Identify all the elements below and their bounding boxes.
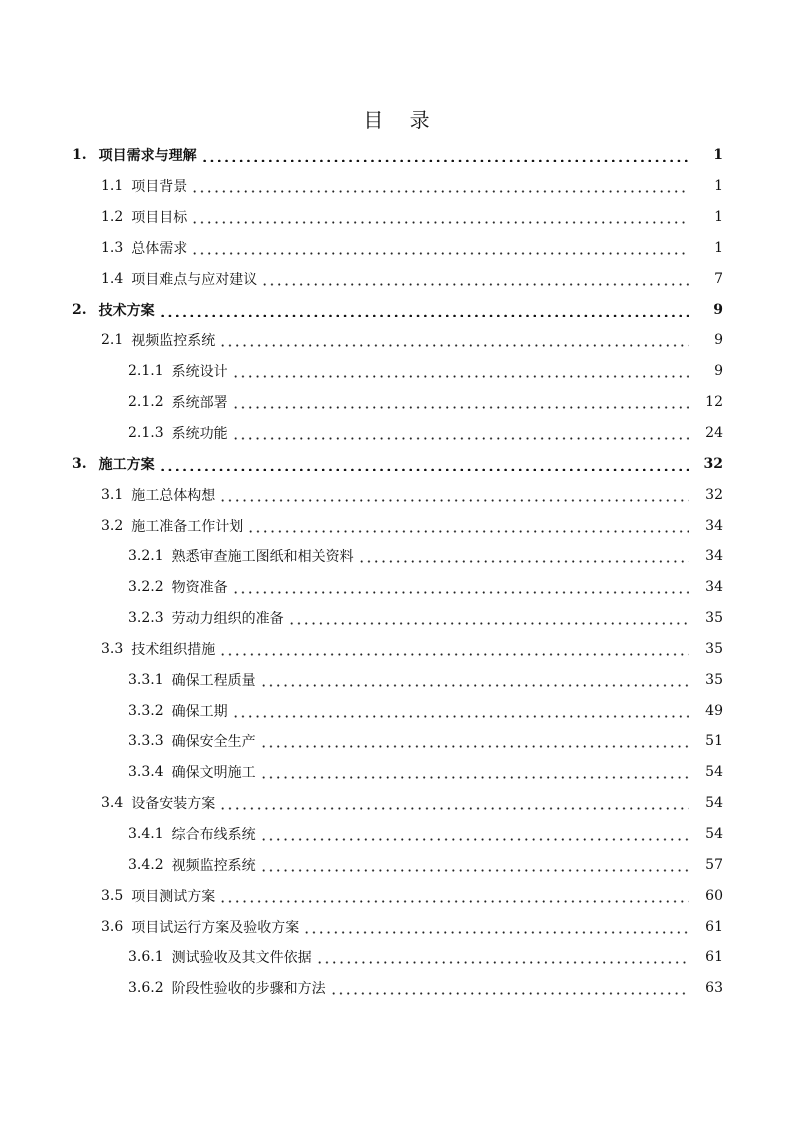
toc-entry[interactable] xyxy=(0,973,793,1004)
toc-dot-leader xyxy=(232,426,689,440)
toc-entry-page-number: 24 xyxy=(705,425,723,442)
toc-entry-number: 2.1 xyxy=(101,332,124,349)
toc-entry-page-number: 49 xyxy=(705,702,723,719)
toc-entry[interactable] xyxy=(0,572,793,603)
toc-dot-leader xyxy=(247,519,689,533)
toc-entry-number: 3.3.1 xyxy=(128,671,164,688)
toc-entry-page-number: 60 xyxy=(705,887,723,904)
toc-dot-leader xyxy=(219,333,689,347)
toc-entry[interactable] xyxy=(0,140,793,171)
toc-entry-label: 总体需求 xyxy=(131,240,188,257)
toc-entry-page-number: 32 xyxy=(705,486,723,503)
toc-entry-number: 3.3 xyxy=(101,640,124,657)
toc-entry-label: 技术方案 xyxy=(98,302,155,319)
toc-dot-leader xyxy=(260,673,689,687)
toc-entry[interactable] xyxy=(0,233,793,264)
toc-dot-leader xyxy=(232,364,689,378)
toc-dot-leader xyxy=(191,210,689,224)
toc-entry[interactable] xyxy=(0,849,793,880)
toc-entry-page-number: 51 xyxy=(705,733,723,750)
toc-entry[interactable] xyxy=(0,263,793,294)
toc-entry-number: 3.6.1 xyxy=(128,949,164,966)
toc-entry-number: 2.1.1 xyxy=(128,363,164,380)
toc-entry-page-number: 35 xyxy=(705,671,723,688)
toc-dot-leader xyxy=(260,734,689,748)
toc-entry-number: 1.4 xyxy=(101,270,124,287)
toc-entry-page-number: 57 xyxy=(705,856,723,873)
toc-entry[interactable] xyxy=(0,418,793,449)
toc-dot-leader xyxy=(201,148,689,162)
toc-entry-label: 项目测试方案 xyxy=(131,888,216,905)
toc-entry-page-number: 61 xyxy=(705,918,723,935)
toc-entry-label: 确保安全生产 xyxy=(171,734,256,751)
toc-entry-label: 视频监控系统 xyxy=(171,857,256,874)
toc-entry-page-number: 1 xyxy=(714,209,723,226)
toc-entry-page-number: 9 xyxy=(713,301,723,318)
toc-dot-leader xyxy=(159,457,689,471)
toc-entry-page-number: 34 xyxy=(705,517,723,534)
toc-entry-page-number: 9 xyxy=(714,332,723,349)
toc-dot-leader xyxy=(261,272,689,286)
toc-entry-label: 技术组织措施 xyxy=(131,641,216,658)
toc-dot-leader xyxy=(303,920,689,934)
toc-entry-label: 劳动力组织的准备 xyxy=(171,611,284,628)
toc-dot-leader xyxy=(232,580,689,594)
toc-entry-label: 确保工期 xyxy=(171,703,228,720)
toc-dot-leader xyxy=(219,488,689,502)
toc-entry[interactable] xyxy=(0,171,793,202)
toc-entry-label: 阶段性验收的步骤和方法 xyxy=(171,981,326,998)
toc-entry-number: 3.1 xyxy=(101,486,124,503)
toc-dot-leader xyxy=(191,179,689,193)
toc-dot-leader xyxy=(316,950,689,964)
toc-entry-label: 确保文明施工 xyxy=(171,765,256,782)
toc-entry-label: 项目背景 xyxy=(131,179,188,196)
toc-entry[interactable] xyxy=(0,510,793,541)
toc-dot-leader xyxy=(159,303,689,317)
toc-entry-number: 3.4 xyxy=(101,795,124,812)
toc-entry-number: 1.1 xyxy=(101,178,124,195)
toc-entry[interactable] xyxy=(0,726,793,757)
toc-entry-page-number: 34 xyxy=(705,579,723,596)
toc-entry-label: 施工方案 xyxy=(98,456,155,473)
toc-dot-leader xyxy=(219,796,689,810)
toc-entry-number: 1. xyxy=(72,147,87,164)
toc-entry[interactable] xyxy=(0,387,793,418)
toc-entry-page-number: 1 xyxy=(713,147,723,164)
toc-entry-number: 3.4.2 xyxy=(128,856,164,873)
toc-entry-label: 施工总体构想 xyxy=(131,487,216,504)
toc-entry[interactable] xyxy=(0,356,793,387)
toc-entry[interactable] xyxy=(0,664,793,695)
toc-dot-leader xyxy=(260,858,689,872)
toc-entry-page-number: 34 xyxy=(705,548,723,565)
toc-entry-label: 综合布线系统 xyxy=(171,826,256,843)
toc-entry-page-number: 1 xyxy=(714,178,723,195)
toc-entry-label: 项目需求与理解 xyxy=(98,148,197,165)
toc-entry-label: 系统功能 xyxy=(171,426,228,443)
toc-entry-number: 3. xyxy=(72,455,87,472)
toc-entry-page-number: 32 xyxy=(703,455,723,472)
toc-entry-page-number: 7 xyxy=(714,270,723,287)
toc-entry-page-number: 54 xyxy=(705,764,723,781)
toc-dot-leader xyxy=(260,765,689,779)
toc-entry-page-number: 1 xyxy=(714,239,723,256)
toc-entry-page-number: 12 xyxy=(705,394,723,411)
toc-entry[interactable] xyxy=(0,942,793,973)
toc-entry-number: 3.2.1 xyxy=(128,548,164,565)
toc-entry-number: 2.1.3 xyxy=(128,425,164,442)
toc-list xyxy=(0,140,793,1004)
toc-entry-label: 视频监控系统 xyxy=(131,333,216,350)
toc-entry[interactable] xyxy=(0,479,793,510)
toc-entry-number: 3.2.2 xyxy=(128,579,164,596)
toc-dot-leader xyxy=(358,549,689,563)
toc-entry-label: 系统设计 xyxy=(171,364,228,381)
toc-entry-label: 项目试运行方案及验收方案 xyxy=(131,919,300,936)
toc-dot-leader xyxy=(232,395,689,409)
toc-entry[interactable] xyxy=(0,202,793,233)
toc-entry-label: 测试验收及其文件依据 xyxy=(171,950,312,967)
toc-entry-number: 3.2 xyxy=(101,517,124,534)
toc-title: 目 录 xyxy=(363,108,440,132)
toc-entry[interactable] xyxy=(0,788,793,819)
toc-entry-page-number: 54 xyxy=(705,795,723,812)
toc-entry-page-number: 54 xyxy=(705,825,723,842)
toc-entry-number: 3.3.2 xyxy=(128,702,164,719)
toc-entry[interactable] xyxy=(0,911,793,942)
toc-entry-page-number: 61 xyxy=(705,949,723,966)
toc-entry[interactable] xyxy=(0,880,793,911)
toc-dot-leader xyxy=(330,981,689,995)
toc-entry[interactable] xyxy=(0,634,793,665)
toc-dot-leader xyxy=(219,889,689,903)
toc-entry[interactable] xyxy=(0,325,793,356)
toc-entry-page-number: 35 xyxy=(705,610,723,627)
toc-dot-leader xyxy=(288,611,689,625)
toc-entry-label: 确保工程质量 xyxy=(171,672,256,689)
toc-entry-page-number: 63 xyxy=(705,980,723,997)
toc-entry-label: 系统部署 xyxy=(171,395,228,412)
toc-entry-number: 3.3.4 xyxy=(128,764,164,781)
toc-entry-label: 施工准备工作计划 xyxy=(131,518,244,535)
toc-entry-number: 3.5 xyxy=(101,887,124,904)
toc-entry[interactable] xyxy=(0,695,793,726)
toc-entry[interactable] xyxy=(0,448,793,479)
toc-entry-label: 熟悉审查施工图纸和相关资料 xyxy=(171,549,354,566)
toc-entry-page-number: 35 xyxy=(705,640,723,657)
toc-entry[interactable] xyxy=(0,603,793,634)
toc-dot-leader xyxy=(219,642,689,656)
toc-entry-number: 2.1.2 xyxy=(128,394,164,411)
toc-entry-page-number: 9 xyxy=(714,363,723,380)
toc-entry-number: 3.6 xyxy=(101,918,124,935)
toc-entry-label: 设备安装方案 xyxy=(131,796,216,813)
toc-entry-number: 3.4.1 xyxy=(128,825,164,842)
toc-entry[interactable] xyxy=(0,294,793,325)
toc-dot-leader xyxy=(232,704,689,718)
toc-entry[interactable] xyxy=(0,541,793,572)
toc-entry-label: 项目目标 xyxy=(131,210,188,227)
toc-entry-number: 3.2.3 xyxy=(128,610,164,627)
toc-entry[interactable] xyxy=(0,757,793,788)
toc-dot-leader xyxy=(260,827,689,841)
toc-entry-number: 1.2 xyxy=(101,209,124,226)
toc-entry-number: 2. xyxy=(72,301,87,318)
toc-entry-label: 项目难点与应对建议 xyxy=(131,271,258,288)
toc-entry[interactable] xyxy=(0,819,793,850)
toc-entry-label: 物资准备 xyxy=(171,580,228,597)
toc-entry-number: 1.3 xyxy=(101,239,124,256)
toc-entry-number: 3.6.2 xyxy=(128,980,164,997)
toc-dot-leader xyxy=(191,241,689,255)
toc-entry-number: 3.3.3 xyxy=(128,733,164,750)
